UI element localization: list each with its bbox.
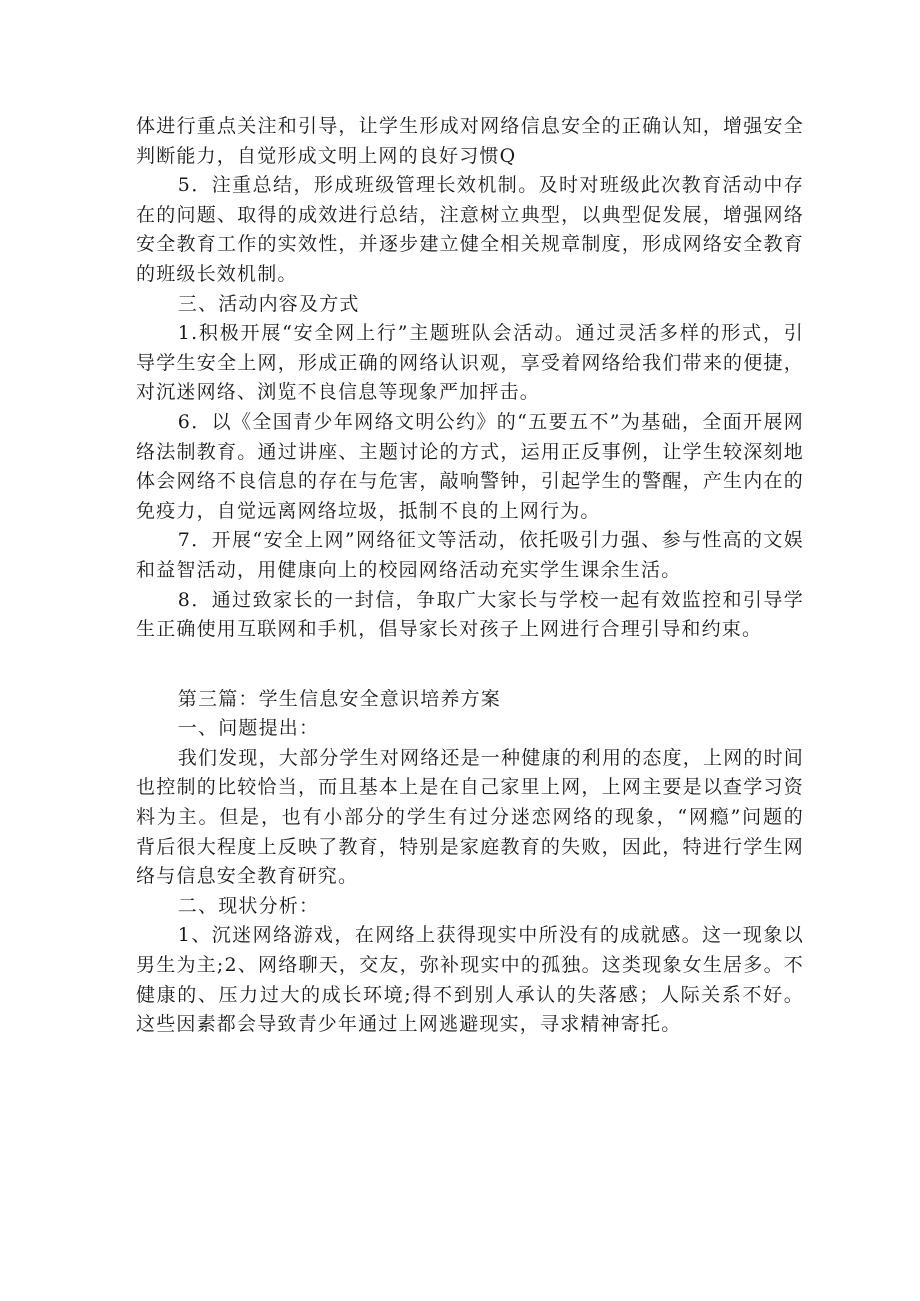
heading-analysis: 二、现状分析：: [177, 894, 320, 917]
paragraph-item-6: 6．以《全国青少年网络文明公约》的“五要五不”为基础，全面开展网络法制教育。通过讲座、主题讨论的方式，运用正反事例，让学生较深刻地体会网络不良信息的存在与危害，敲响警钟，引起学生的警醒，产生内在的免疫力，自觉远离网络垃圾，抵制不良的上网行为。: [136, 410, 804, 522]
section-heading-activities: 三、活动内容及方式: [177, 292, 360, 315]
paragraph-item-7: 7．开展“安全上网”网络征文等活动，依托吸引力强、参与性高的文娱和益智活动，用健康向上的校园网络活动充实学生课余生活。: [136, 529, 804, 581]
paragraph-analysis: 1、沉迷网络游戏，在网络上获得现实中所没有的成就感。这一现象以男生为主;2、网络聊天，交友，弥补现实中的孤独。这类现象女生居多。不健康的、压力过大的成长环境;得不到别人承认的失落感；人际关系不好。这些因素都会导致青少年通过上网逃避现实，寻求精神寄托。: [136, 924, 804, 1036]
section-title: 第三篇：学生信息安全意识培养方案: [177, 687, 501, 710]
document-page: [136, 112, 804, 1040]
paragraph-problem: 我们发现，大部分学生对网络还是一种健康的利用的态度，上网的时间也控制的比较恰当，而且基本上是在自己家里上网，上网主要是以查学习资料为主。但是，也有小部分的学生有过分迷恋网络的现象，“网瘾”问题的背后很大程度上反映了教育，特别是家庭教育的失败，因此，特进行学生网络与信息安全教育研究。: [136, 746, 804, 888]
paragraph-summary: 5．注重总结，形成班级管理长效机制。及时对班级此次教育活动中存在的问题、取得的成效进行总结，注意树立典型，以典型促发展，增强网络安全教育工作的实效性，并逐步建立健全相关规章制度，形成网络安全教育的班级长效机制。: [136, 174, 804, 285]
paragraph-item-1: 1.积极开展“安全网上行”主题班队会活动。通过灵活多样的形式，引导学生安全上网，形成正确的网络认识观，享受着网络给我们带来的便捷，对沉迷网络、浏览不良信息等现象严加抨击。: [136, 322, 804, 404]
heading-problem: 一、问题提出：: [177, 717, 320, 740]
paragraph-continuation: 体进行重点关注和引导，让学生形成对网络信息安全的正确认知，增强安全判断能力，自觉形成文明上网的良好习惯Q: [136, 115, 804, 167]
paragraph-item-8: 8．通过致家长的一封信，争取广大家长与学校一起有效监控和引导学生正确使用互联网和手机，倡导家长对孩子上网进行合理引导和约束。: [136, 588, 804, 641]
section-gap: [136, 645, 804, 685]
